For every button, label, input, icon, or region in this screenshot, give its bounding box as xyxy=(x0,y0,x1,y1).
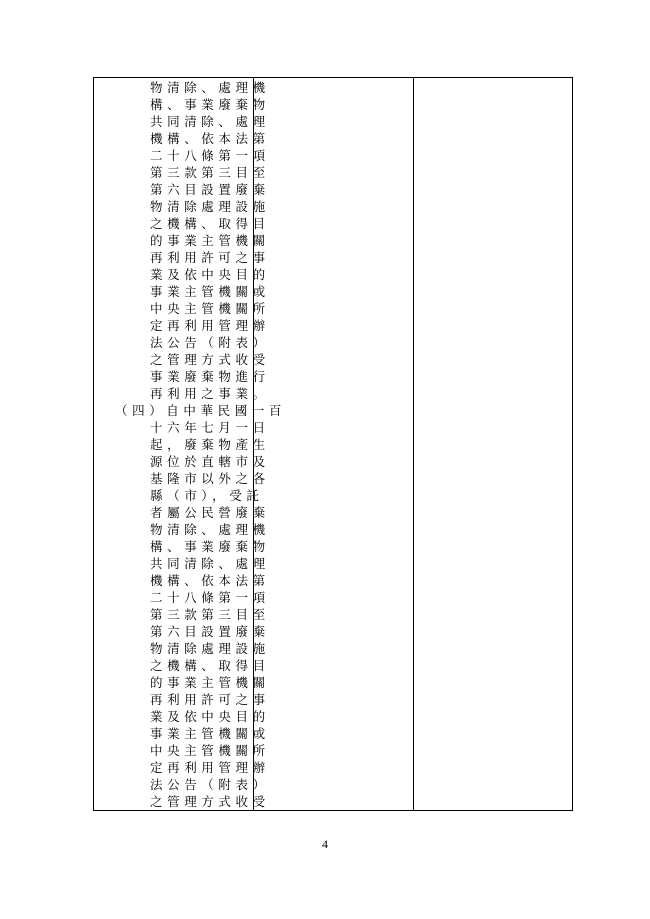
text-line: 定再利用管理辦 xyxy=(150,760,270,775)
text-line: 再利用許可之事 xyxy=(150,250,270,265)
text-line: 二十八條第一項 xyxy=(150,148,270,163)
text-line: 法公告（附表） xyxy=(150,777,270,792)
text-line: 物清除、處理機 xyxy=(150,522,270,537)
text-line: 第三款第三目至 xyxy=(150,607,270,622)
text-line: 法公告（附表） xyxy=(150,335,270,350)
column-divider xyxy=(413,78,414,810)
text-line: 中央主管機關所 xyxy=(150,301,270,316)
text-line: 構、事業廢棄物 xyxy=(150,539,270,554)
text-line: 中央主管機關所 xyxy=(150,743,270,758)
text-line: 共同清除、處理 xyxy=(150,556,270,571)
text-line: 十六年七月一日 xyxy=(150,420,270,435)
text-line: 物清除處理設施 xyxy=(150,641,270,656)
text-line: 之管理方式收受 xyxy=(150,352,270,367)
text-line: 事業廢棄物進行 xyxy=(150,369,270,384)
item-heading-line: （四）自中華民國一百 xyxy=(115,403,287,418)
text-line: 物清除處理設施 xyxy=(150,199,270,214)
text-line: 定再利用管理辦 xyxy=(150,318,270,333)
text-line: 業及依中央目的 xyxy=(150,267,270,282)
text-line: 第六目設置廢棄 xyxy=(150,624,270,639)
text-line: 業及依中央目的 xyxy=(150,709,270,724)
text-line: 二十八條第一項 xyxy=(150,590,270,605)
text-line: 基隆市以外之各 xyxy=(150,471,270,486)
text-line: 事業主管機關或 xyxy=(150,284,270,299)
text-line: 構、事業廢棄物 xyxy=(150,97,270,112)
text-line: 第三款第三目至 xyxy=(150,165,270,180)
text-line: 的事業主管機關 xyxy=(150,675,270,690)
text-line: 第六目設置廢棄 xyxy=(150,182,270,197)
text-line: 事業主管機關或 xyxy=(150,726,270,741)
text-line: 再利用之事業。 xyxy=(150,386,270,401)
text-line: 者屬公民營廢棄 xyxy=(150,505,270,520)
text-line: 機構、依本法第 xyxy=(150,131,270,146)
text-line: 起，廢棄物產生 xyxy=(150,437,270,452)
text-line: 機構、依本法第 xyxy=(150,573,270,588)
text-line: 源位於直轄市及 xyxy=(150,454,270,469)
text-line: 的事業主管機關 xyxy=(150,233,270,248)
page-number: 4 xyxy=(322,837,328,851)
text-line: 之機構、取得目 xyxy=(150,216,270,231)
text-line: 再利用許可之事 xyxy=(150,692,270,707)
text-line: 共同清除、處理 xyxy=(150,114,270,129)
regulation-table xyxy=(93,77,573,811)
text-line: 之管理方式收受 xyxy=(150,794,270,809)
text-line: 物清除、處理機 xyxy=(150,80,270,95)
text-line: 縣（市），受託 xyxy=(150,488,264,503)
text-line: 之機構、取得目 xyxy=(150,658,270,673)
